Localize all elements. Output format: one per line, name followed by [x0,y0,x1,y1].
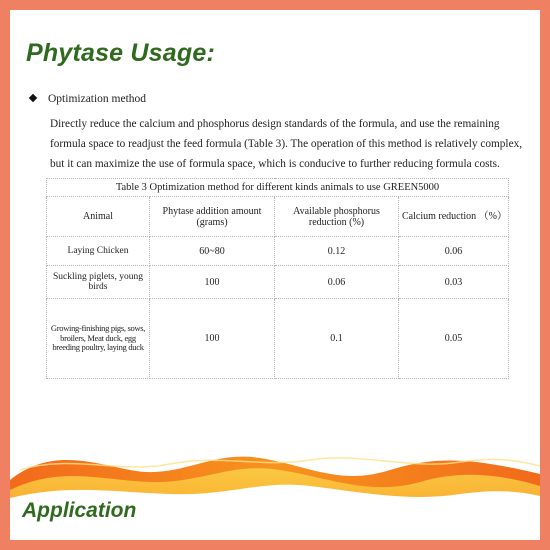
application-label: Application [22,499,137,522]
page-title: Phytase Usage: [26,39,215,67]
flame-wave-graphic [10,440,540,540]
bullet-item [30,93,146,105]
table-row [47,299,509,379]
diamond-bullet-icon [29,94,37,102]
cell-phytase: 100 [150,299,275,379]
method-paragraph: Directly reduce the calcium and phosphorus design standards of the formula, and use the remaining formula space to readjust the feed formula (Table 3). The operation of this method is relatively complex, but it can maximize the use of formula space, which is conducive to further reducing formula costs. [50,118,523,170]
bullet-label: Optimization method [48,93,147,105]
cell-phytase: 100 [150,266,275,299]
header-phosphorus: Available phosphorus reduction (%) [275,197,399,237]
cell-animal: Laying Chicken [47,237,150,266]
cell-phosphorus: 0.1 [275,299,399,379]
cell-phytase: 60~80 [150,237,275,266]
content-card [10,10,540,540]
cell-animal: Growing-finishing pigs, sows, broilers, Meat duck, egg breeding poultry, laying duck [47,299,150,379]
header-calcium: Calcium reduction （%） [399,197,509,237]
optimization-table [46,178,509,379]
cell-calcium: 0.03 [399,266,509,299]
table-header-row [47,197,509,237]
cell-phosphorus: 0.12 [275,237,399,266]
header-phytase: Phytase addition amount (grams) [150,197,275,237]
header-animal: Animal [47,197,150,237]
cell-phosphorus: 0.06 [275,266,399,299]
cell-animal: Suckling piglets, young birds [47,266,150,299]
cell-calcium: 0.05 [399,299,509,379]
table-row [47,266,509,299]
cell-calcium: 0.06 [399,237,509,266]
table-caption: Table 3 Optimization method for different kinds animals to use GREEN5000 [47,179,509,197]
flame-decoration [10,440,540,540]
table-row [47,237,509,266]
